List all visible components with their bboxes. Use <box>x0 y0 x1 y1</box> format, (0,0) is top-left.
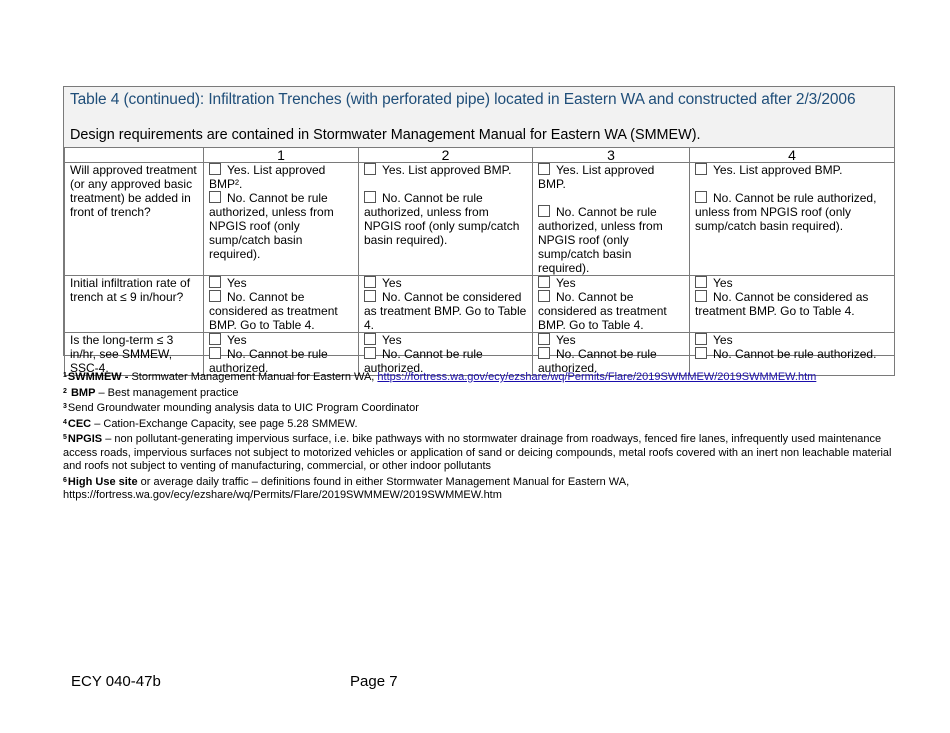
option-label: Yes <box>382 276 402 290</box>
page-number: Page 7 <box>350 673 398 690</box>
checkbox[interactable] <box>364 276 376 288</box>
footnote-5: $^5$NPGIS – non pollutant-generating impervious surface, i.e. bike pathways with no stormwater drainage from roadways, fenced fire lanes, infrequently used maintenance access roads, impervious surfaces not subject to motorized vehicles or application of sand or deicing compounds, metal roofs covered with an inert non leachable material and roofs not subject to venting of manufacturing, commercial, or other indoor pollutants <box>63 433 892 472</box>
yes-option <box>538 276 684 290</box>
yes-option <box>695 333 889 347</box>
yes-option <box>364 333 527 347</box>
option-label: Yes <box>556 333 576 347</box>
no-option <box>695 290 889 318</box>
no-option <box>538 290 684 332</box>
footnote-2: $^2$ BMP – Best management practice <box>63 386 239 399</box>
table-row <box>65 276 895 333</box>
footnote-6: $^6$High Use site or average daily traffic – definitions found in either Stormwater Management Manual for Eastern WA, <box>63 475 630 488</box>
checkbox[interactable] <box>364 347 376 359</box>
table-subtitle: Design requirements are contained in Stormwater Management Manual for Eastern WA (SMMEW). <box>70 127 701 143</box>
option-label: No. Cannot be rule authorized, unless from NPGIS roof (only sump/catch basin required). <box>538 205 663 275</box>
answer-cell <box>204 276 359 333</box>
checkbox[interactable] <box>209 163 221 175</box>
table-row <box>65 163 895 276</box>
footnote-1: $^1$SWMMEW - Stormwater Management Manual for Eastern WA, https://fortress.wa.gov/ecy/ezshare/wq/Permits/Flare/2019SWMMEW/2019SWMMEW.htm <box>63 371 817 383</box>
option-label: No. Cannot be rule authorized, unless from NPGIS roof (only sump/catch basin required). <box>364 191 520 247</box>
checkbox[interactable] <box>364 163 376 175</box>
column-header: 2 <box>359 148 533 163</box>
checkbox[interactable] <box>209 290 221 302</box>
answer-cell <box>533 163 690 276</box>
yes-option <box>538 333 684 347</box>
checkbox[interactable] <box>538 205 550 217</box>
option-label: No. Cannot be rule authorized, unless from NPGIS roof (only sump/catch basin required). <box>695 191 877 233</box>
column-header: 1 <box>204 148 359 163</box>
footnotes <box>63 369 893 503</box>
option-label: No. Cannot be considered as treatment BMP. Go to Table 4. <box>695 290 869 318</box>
requirements-table <box>64 147 895 376</box>
table-header-band <box>64 87 894 147</box>
option-label: Yes. List approved BMP. <box>382 163 512 177</box>
checkbox[interactable] <box>209 191 221 203</box>
requirements-table-panel <box>63 86 895 375</box>
column-header-blank <box>65 148 204 163</box>
option-label: No. Cannot be rule authorized, unless from NPGIS roof (only sump/catch basin required). <box>209 191 334 261</box>
row-question: Initial infiltration rate of trench at ≤ 9 in/hour? <box>65 276 204 333</box>
checkbox[interactable] <box>695 191 707 203</box>
smmew-link[interactable]: https://fortress.wa.gov/ecy/ezshare/wq/Permits/Flare/2019SWMMEW/2019SWMMEW.htm <box>377 371 817 383</box>
yes-option <box>364 276 527 290</box>
footnote-4: $^4$CEC – Cation-Exchange Capacity, see page 5.28 SMMEW. <box>63 417 358 430</box>
option-label: No. Cannot be rule authorized. <box>538 347 657 375</box>
row-question: Is the long-term ≤ 3 in/hr, see SMMEW, SSC-4. <box>65 333 204 376</box>
checkbox[interactable] <box>364 333 376 345</box>
option-label: No. Cannot be rule authorized. <box>713 347 877 361</box>
no-option <box>695 191 889 233</box>
checkbox[interactable] <box>209 276 221 288</box>
option-label: Yes. List approved BMP. <box>713 163 843 177</box>
no-option <box>695 347 889 361</box>
answer-cell <box>533 276 690 333</box>
checkbox[interactable] <box>695 347 707 359</box>
no-option <box>209 290 353 332</box>
answer-cell <box>690 276 895 333</box>
checkbox[interactable] <box>364 191 376 203</box>
option-label: No. Cannot be considered as treatment BMP. Go to Table 4. <box>538 290 667 332</box>
checkbox[interactable] <box>538 163 550 175</box>
no-option <box>538 205 684 275</box>
checkbox[interactable] <box>209 333 221 345</box>
yes-option <box>695 276 889 290</box>
yes-option <box>695 163 889 177</box>
answer-cell <box>690 163 895 276</box>
checkbox[interactable] <box>538 333 550 345</box>
option-label: Yes <box>713 333 733 347</box>
column-header: 4 <box>690 148 895 163</box>
row-question: Will approved treatment (or any approved basic treatment) be added in front of trench? <box>65 163 204 276</box>
option-label: Yes <box>713 276 733 290</box>
answer-cell <box>359 163 533 276</box>
form-id: ECY 040-47b <box>71 673 161 690</box>
yes-option <box>209 163 353 191</box>
checkbox[interactable] <box>364 290 376 302</box>
yes-option <box>209 333 353 347</box>
no-option <box>209 191 353 261</box>
option-label: No. Cannot be rule authorized. <box>364 347 483 375</box>
yes-option <box>209 276 353 290</box>
yes-option <box>364 163 527 177</box>
option-label: Yes <box>556 276 576 290</box>
option-label: No. Cannot be considered as treatment BMP. Go to Table 4. <box>209 290 338 332</box>
option-label: Yes <box>227 333 247 347</box>
no-option <box>364 290 527 332</box>
option-label: Yes <box>382 333 402 347</box>
checkbox[interactable] <box>538 347 550 359</box>
footnote-6-url: https://fortress.wa.gov/ecy/ezshare/wq/Permits/Flare/2019SWMMEW/2019SWMMEW.htm <box>63 489 502 501</box>
option-label: No. Cannot be considered as treatment BMP. Go to Table 4. <box>364 290 527 332</box>
footnote-3: $^3$Send Groundwater mounding analysis data to UIC Program Coordinator <box>63 402 419 414</box>
option-label: Yes. List approved BMP. <box>538 163 655 191</box>
column-header-row <box>65 148 895 163</box>
checkbox[interactable] <box>695 163 707 175</box>
checkbox[interactable] <box>695 290 707 302</box>
checkbox[interactable] <box>538 276 550 288</box>
option-label: No. Cannot be rule authorized. <box>209 347 328 375</box>
option-label: Yes <box>227 276 247 290</box>
checkbox[interactable] <box>695 276 707 288</box>
answer-cell <box>359 276 533 333</box>
table-title: Table 4 (continued): Infiltration Trenches (with perforated pipe) located in Eastern WA and constructed after 2/3/2006 <box>70 91 856 108</box>
option-label: Yes. List approved BMP². <box>209 163 326 191</box>
column-header: 3 <box>533 148 690 163</box>
yes-option <box>538 163 684 191</box>
answer-cell <box>204 163 359 276</box>
no-option <box>364 191 527 247</box>
checkbox[interactable] <box>538 290 550 302</box>
checkbox[interactable] <box>209 347 221 359</box>
checkbox[interactable] <box>695 333 707 345</box>
